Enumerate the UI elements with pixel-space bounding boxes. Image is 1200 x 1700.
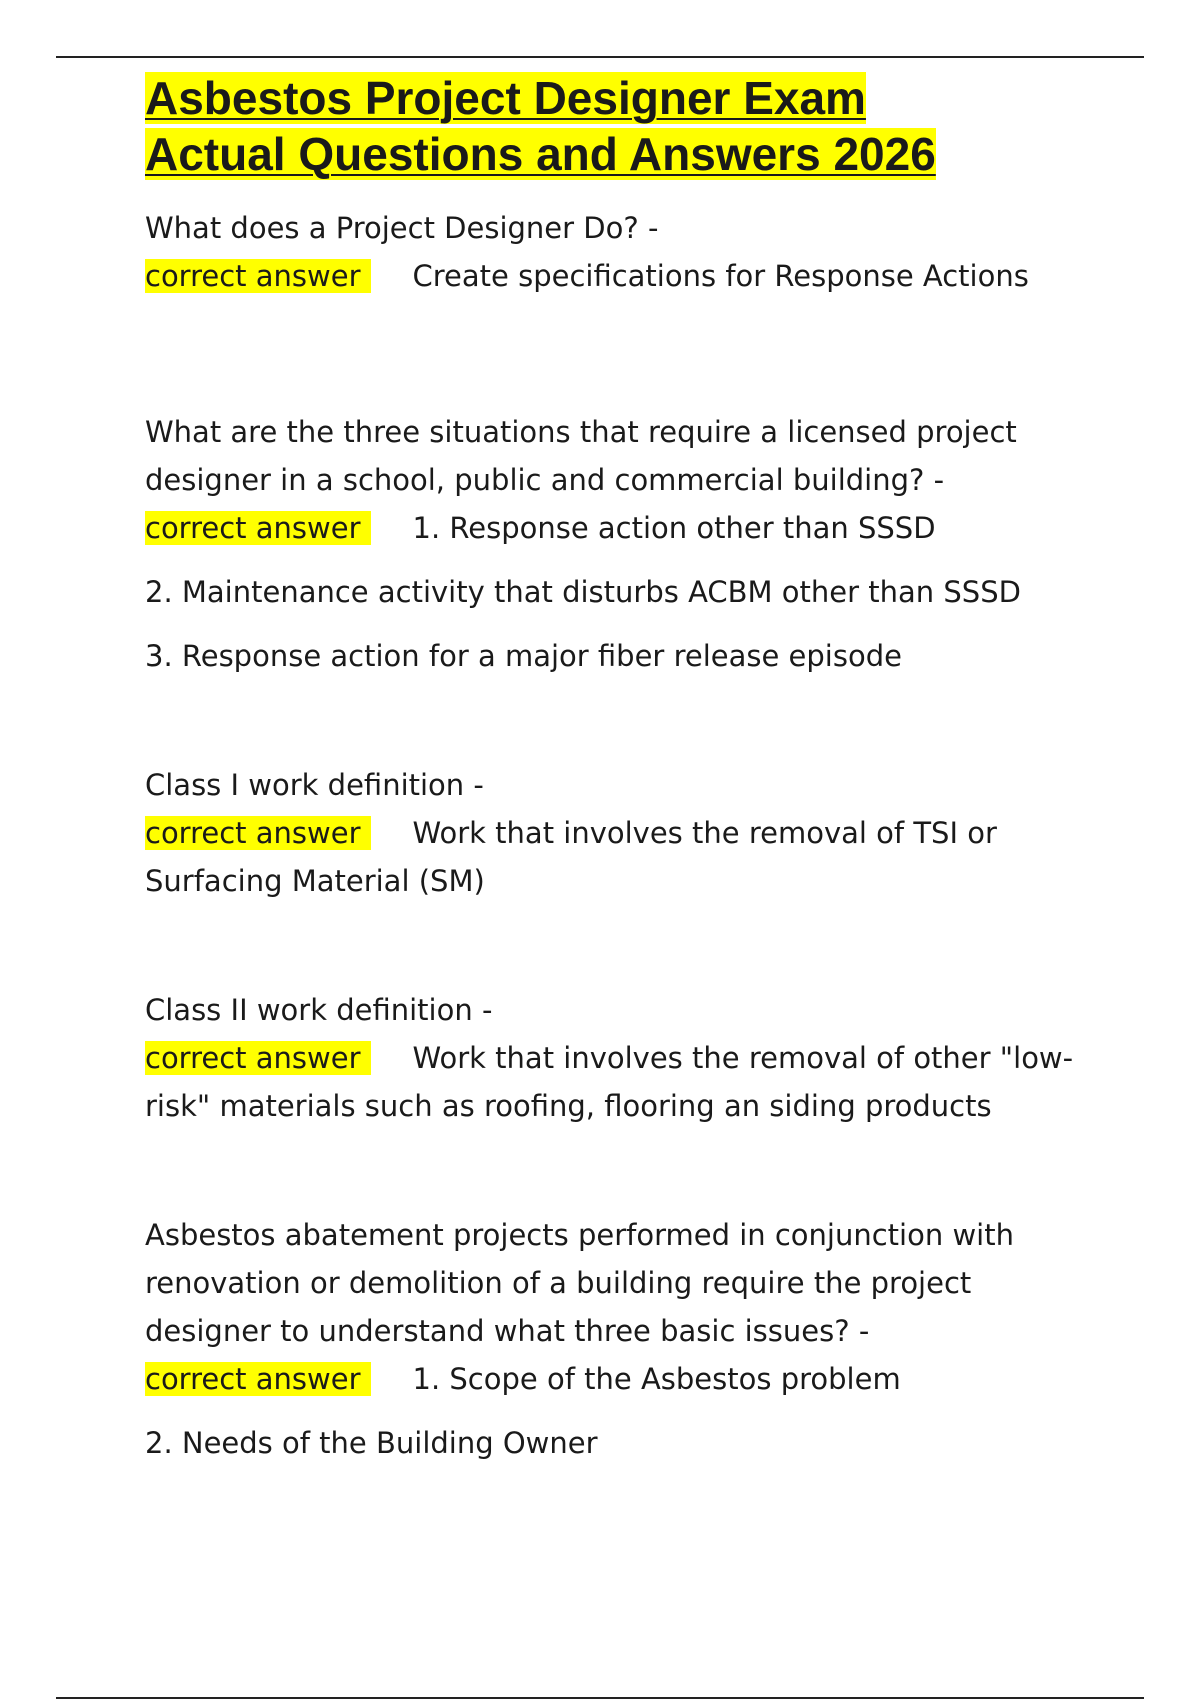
question-text: Asbestos abatement projects performed in conjunction with renovation or demolition of a building require the project designer to understand what three basic issues? - xyxy=(145,1218,1014,1348)
question-text: What does a Project Designer Do? - xyxy=(145,211,659,245)
answer-line xyxy=(145,252,1085,300)
answer-line xyxy=(145,809,1085,905)
answer-line xyxy=(145,1034,1085,1130)
question-text: What are the three situations that require a licensed project designer in a school, public and commercial building? - xyxy=(145,415,1017,497)
answer-label: correct answer xyxy=(145,816,371,850)
answer-label: correct answer xyxy=(145,1041,371,1075)
answer-label: correct answer xyxy=(145,1362,371,1396)
document-title xyxy=(145,70,1085,182)
bottom-rule xyxy=(56,1697,1144,1699)
title-line-2: Actual Questions and Answers 2026 xyxy=(145,128,936,180)
qa-item xyxy=(145,761,1085,905)
answer-line xyxy=(145,504,1085,552)
answer-text: 1. Response action other than SSSD xyxy=(412,511,936,545)
answer-text: Create specifications for Response Actions xyxy=(412,259,1029,293)
qa-item xyxy=(145,408,1085,680)
qa-item xyxy=(145,1211,1085,1467)
answer-label: correct answer xyxy=(145,511,371,545)
qa-item xyxy=(145,204,1085,300)
question-text: Class II work definition - xyxy=(145,993,493,1027)
document-body xyxy=(145,70,1085,1467)
question-text: Class I work definition - xyxy=(145,768,484,802)
answer-extra-line: 3. Response action for a major fiber release episode xyxy=(145,639,902,673)
answer-text: Work that involves the removal of other "low-risk" materials such as roofing, flooring an siding products xyxy=(145,1041,1074,1123)
answer-line xyxy=(145,1355,1085,1403)
answer-label: correct answer xyxy=(145,259,371,293)
title-line-1: Asbestos Project Designer Exam xyxy=(145,72,866,124)
qa-item xyxy=(145,986,1085,1130)
top-rule xyxy=(56,56,1144,58)
answer-extra-line: 2. Needs of the Building Owner xyxy=(145,1426,598,1460)
answer-text: Work that involves the removal of TSI or Surfacing Material (SM) xyxy=(145,816,997,898)
answer-text: 1. Scope of the Asbestos problem xyxy=(412,1362,901,1396)
answer-extra-line: 2. Maintenance activity that disturbs ACBM other than SSSD xyxy=(145,575,1021,609)
